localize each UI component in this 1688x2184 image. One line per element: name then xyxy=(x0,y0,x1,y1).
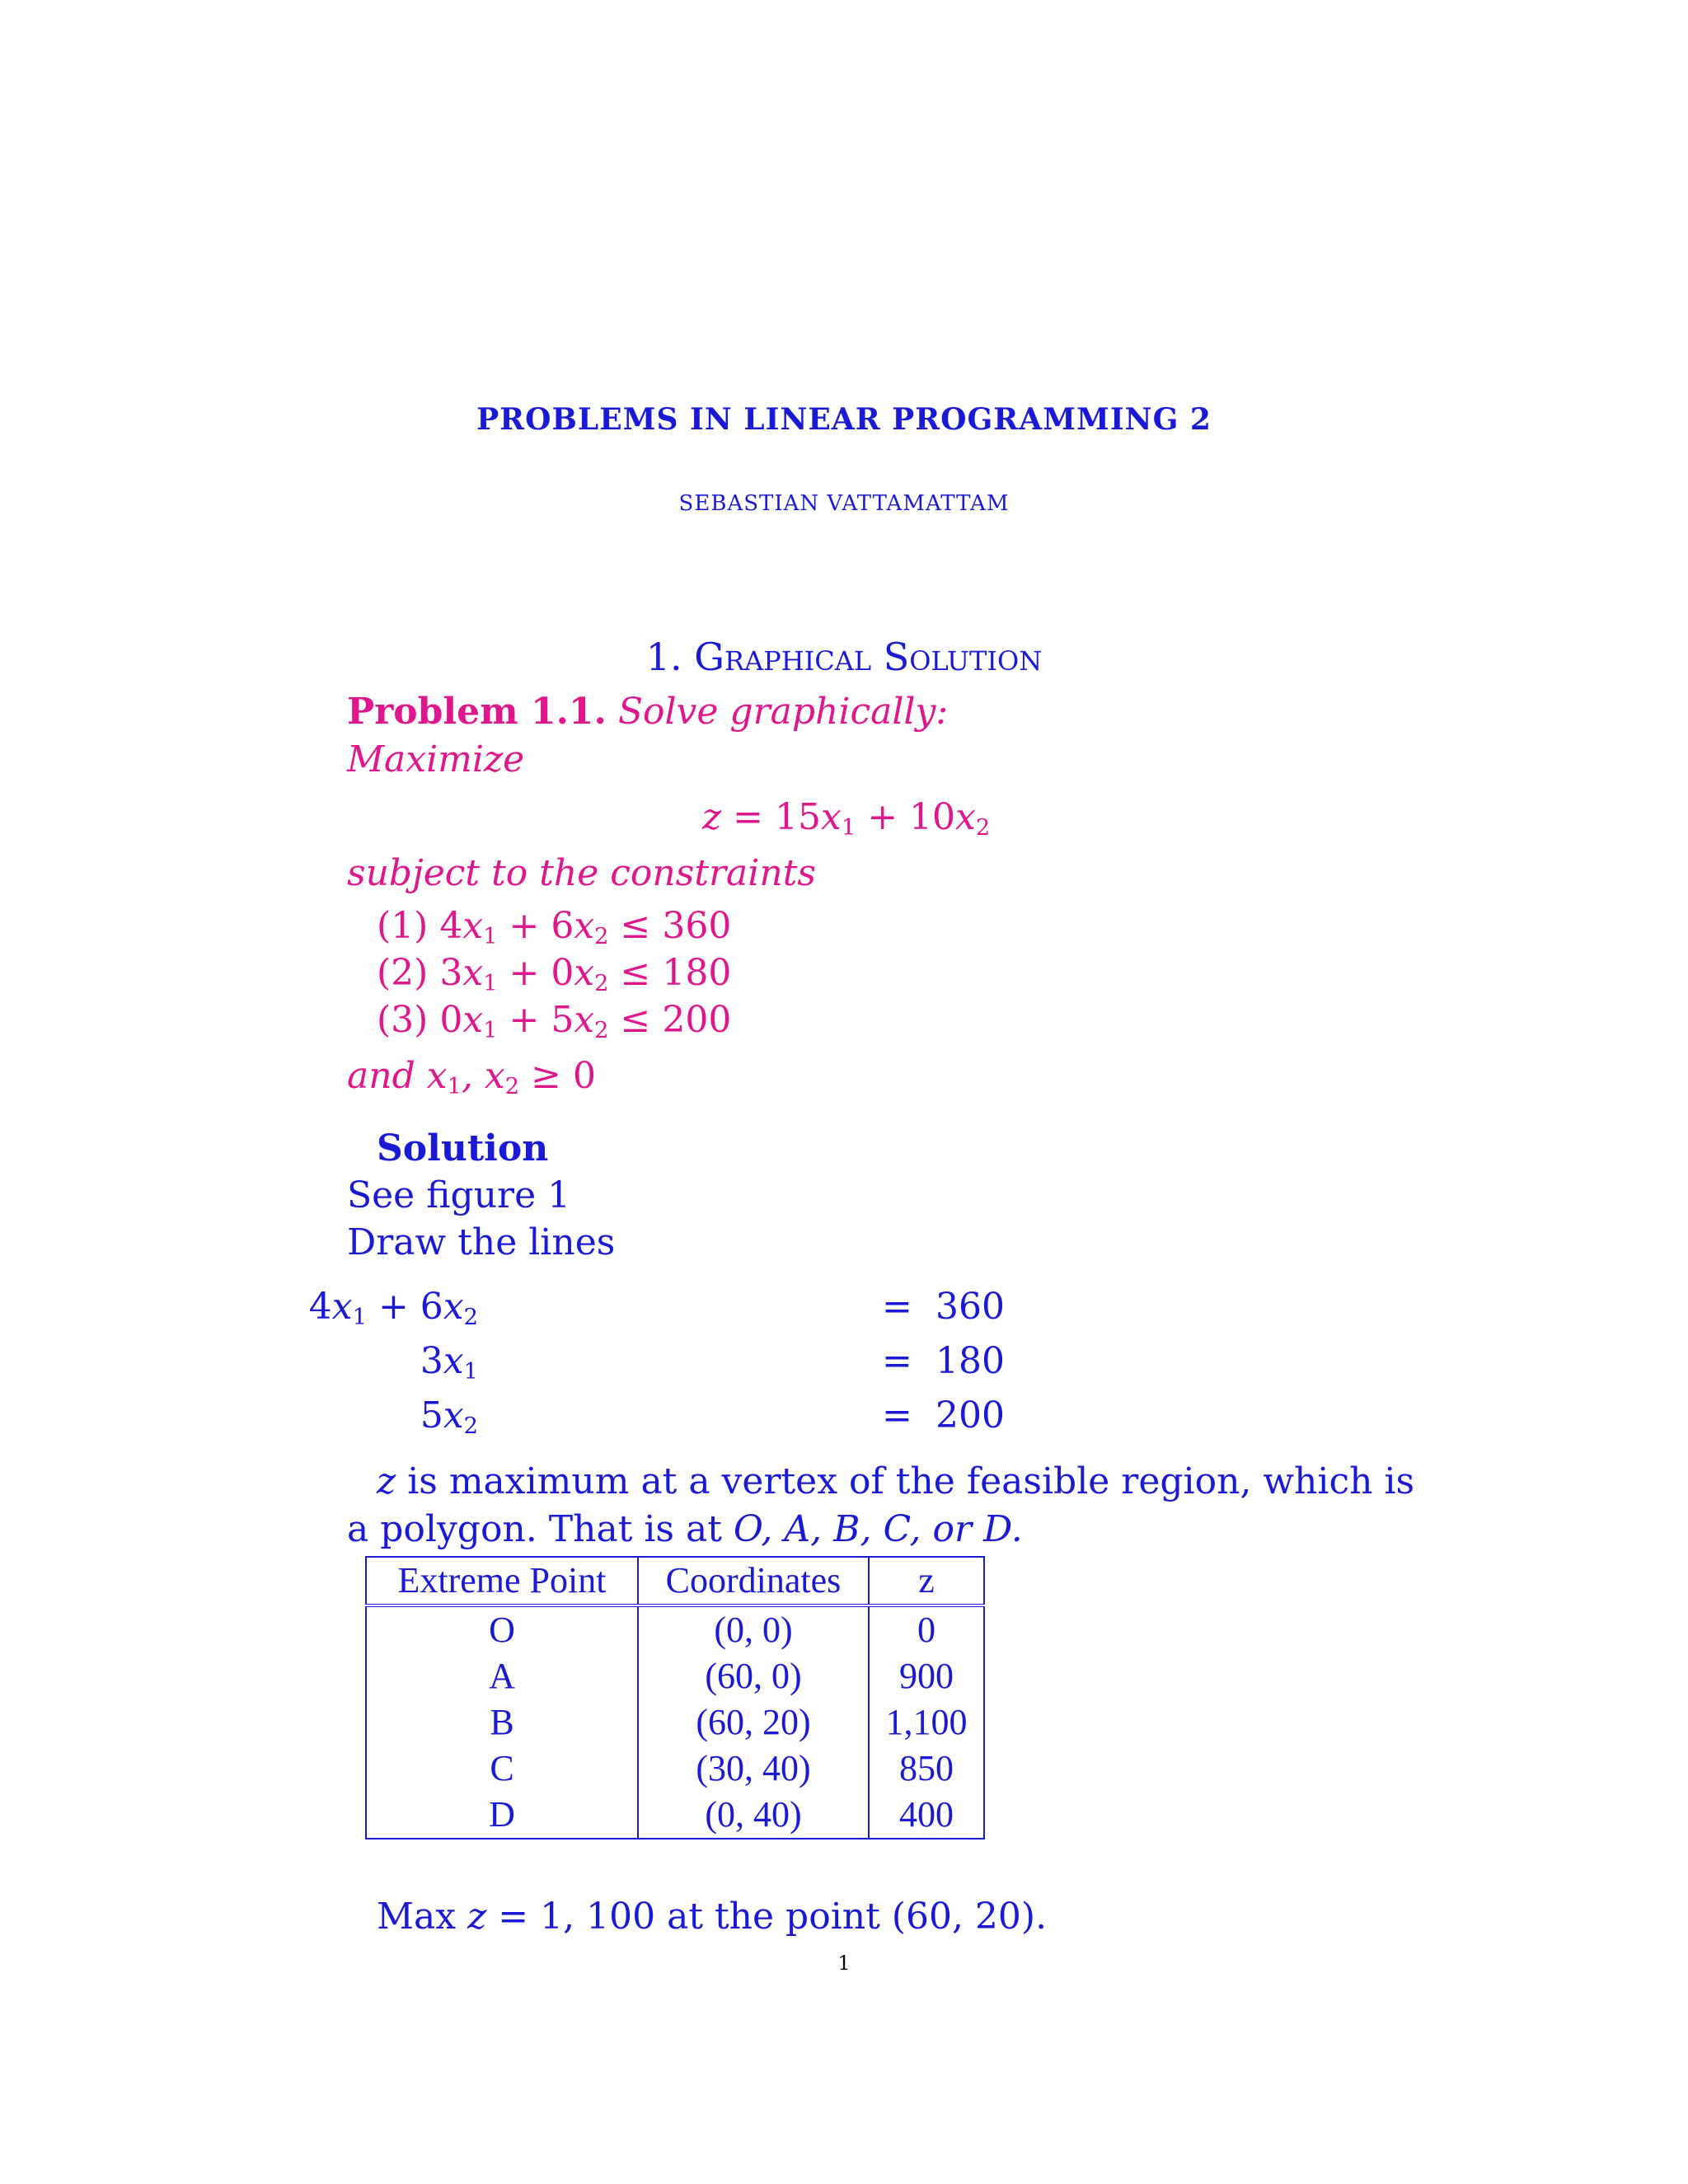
objective-lhs: z xyxy=(702,796,722,838)
cell-coordinates: (0, 0) xyxy=(638,1605,869,1653)
extreme-points-table xyxy=(365,1556,985,1840)
objective-function: $z = 15x_1 + 10x_2$ xyxy=(702,796,991,841)
cell-point: C xyxy=(366,1746,638,1792)
constraint-3: (3) $0x_1 + 5x_2 \le 200$ xyxy=(377,999,732,1043)
table-row xyxy=(366,1699,984,1746)
equation-rhs: 200 xyxy=(935,1394,1005,1436)
constraint-number: (2) xyxy=(377,952,429,994)
conclusion-value: 1, 100 xyxy=(540,1896,656,1938)
cell-coordinates: (60, 20) xyxy=(638,1699,869,1746)
conclusion-mid: at the point xyxy=(667,1896,880,1938)
cell-point: B xyxy=(366,1699,638,1746)
solution-paragraph-line2 xyxy=(347,1508,1023,1550)
paragraph-text: is maximum at a vertex of the feasible region, which is xyxy=(407,1460,1415,1502)
paper-author: SEBASTIAN VATTAMATTAM xyxy=(678,491,1010,516)
header-extreme-point: Extreme Point xyxy=(366,1557,638,1605)
equation-rhs: 360 xyxy=(935,1286,1005,1328)
problem-heading xyxy=(347,691,948,733)
see-figure-text: See figure 1 xyxy=(347,1174,571,1216)
cell-z: 900 xyxy=(869,1653,984,1699)
conclusion-prefix: Max xyxy=(377,1896,457,1938)
page-number: 1 xyxy=(837,1952,851,1975)
conclusion: Max z = 1, 100 at the point (60, 20). xyxy=(377,1896,1048,1938)
nonnegativity: and $x_1$, $x_2 \ge 0$ xyxy=(347,1055,596,1099)
constraint-number: (3) xyxy=(377,999,429,1041)
conclusion-point: (60, 20). xyxy=(891,1896,1048,1938)
equation-rhs: 180 xyxy=(935,1340,1005,1382)
cell-z: 0 xyxy=(869,1605,984,1653)
cell-z: 850 xyxy=(869,1746,984,1792)
maximize-label: Maximize xyxy=(347,738,525,780)
cell-coordinates: (0, 40) xyxy=(638,1792,869,1839)
section-title: Graphical Solution xyxy=(694,635,1043,679)
problem-statement: Solve graphically: xyxy=(617,691,949,733)
solution-heading: Solution xyxy=(377,1127,549,1169)
solution-paragraph-line1: z is maximum at a vertex of the feasible region, which is xyxy=(377,1460,1415,1502)
constraint-2: (2) $3x_1 + 0x_2 \le 180$ xyxy=(377,952,732,996)
cell-coordinates: (60, 0) xyxy=(638,1653,869,1699)
table-row xyxy=(366,1653,984,1699)
draw-lines-text: Draw the lines xyxy=(347,1221,616,1263)
table-row xyxy=(366,1792,984,1839)
section-heading xyxy=(0,635,1688,679)
cell-coordinates: (30, 40) xyxy=(638,1746,869,1792)
cell-point: O xyxy=(366,1605,638,1653)
paragraph-text: a polygon. That is at xyxy=(347,1508,722,1550)
subject-to-label: subject to the constraints xyxy=(347,852,816,894)
table-header-row xyxy=(366,1557,984,1605)
header-coordinates: Coordinates xyxy=(638,1557,869,1605)
constraint-number: (1) xyxy=(377,905,429,947)
cell-z: 400 xyxy=(869,1792,984,1839)
cell-point: D xyxy=(366,1792,638,1839)
problem-label: Problem 1.1. xyxy=(347,691,607,733)
section-number: 1. xyxy=(645,635,682,679)
cell-z: 1,100 xyxy=(869,1699,984,1746)
header-z: z xyxy=(869,1557,984,1605)
vertices-list: O, A, B, C, or D. xyxy=(733,1508,1023,1550)
table-row xyxy=(366,1746,984,1792)
constraint-1: (1) $4x_1 + 6x_2 \le 360$ xyxy=(377,905,732,949)
cell-point: A xyxy=(366,1653,638,1699)
paper-title: PROBLEMS IN LINEAR PROGRAMMING 2 xyxy=(476,402,1212,437)
table-row xyxy=(366,1605,984,1653)
